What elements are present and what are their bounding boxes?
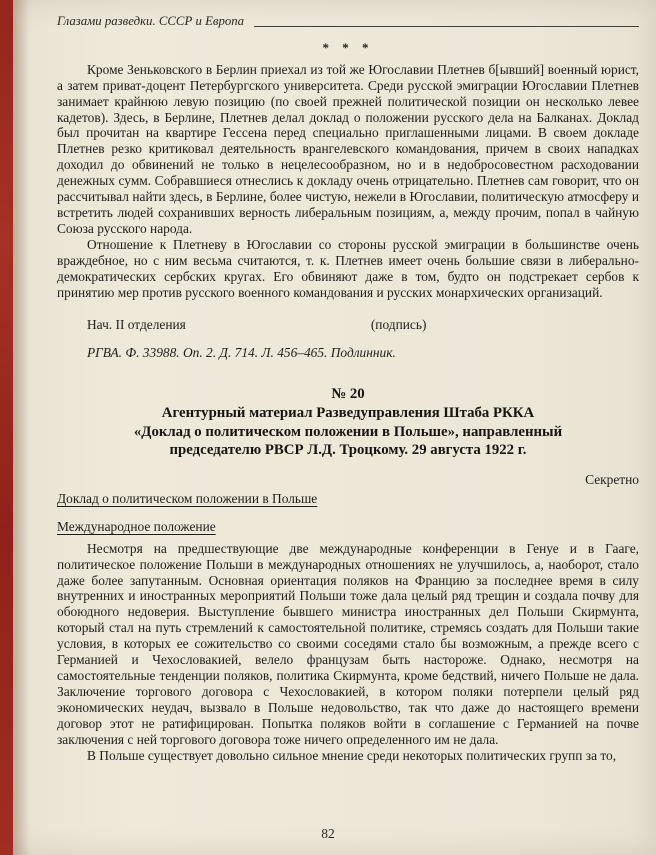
signature-note: (подпись) xyxy=(370,317,427,333)
running-header xyxy=(57,14,639,30)
document-paragraph: Кроме Зеньковского в Берлин приехал из той же Югославии Плетнев б[ывший] военный юрист, а затем приват-доцент Петербургского университета. Среди русской эмиграции Югославии Плетнев занимает крайнюю левую позицию (по своей прежней политической позиции он несколько левее кадетов). Здесь, в Берлине, Плетнев делал доклад о положении русского дела на Балканах. Доклад был прочитан на квартире Гессена перед специально приглашенными лицами. В своем докладе Плетнев резко критиковал деятельность врангелевского командования, причем в своих нападках доходил до обвинений не только в нецелесообразном, но и в недобросовестном расходовании денежных сумм. Собравшиеся отнеслись к докладу очень отрицательно. Плетнев сам говорит, что он рассчитывал найти здесь, в Берлине, более чистую, нежели в Югославии, политическую атмосферу и встретить людей сохранивших верность либеральным позициям, а, между прочим, попал в чайную Союза русского народа. xyxy=(57,61,639,236)
document-paragraph: В Польше существует довольно сильное мнение среди некоторых политических групп за то, xyxy=(87,747,617,763)
section-separator: * * * xyxy=(322,39,374,55)
classification-stamp: Секретно xyxy=(585,472,639,488)
document-title-line: Агентурный материал Разведуправления Штаба РККА xyxy=(161,405,535,422)
document-paragraph: Несмотря на предшествующие две международные конференции в Генуе и в Гааге, политическое положение Польши в международных отношениях не улучшилось, а, наоборот, стало даже более запутанным. Основная ориентация поляков на Францию за последнее время в силу внутренних и иностранных мероприятий Польши тоже дала целый ряд трещин и создала почву для обоюдного недоверия. Выступление бывшего министра иностранных дел Польши Скирмунта, который стал на путь стремлений к самостоятельной политике, стремясь создать для Польши такие условия, в которых ее сожительство со своими соседями стало бы возможным, а прежде всего с Германией и Чехословакией, велело французам быть настороже. Однако, несмотря на самостоятельные тенденции поляков, политика Скирмунта, кроме бедствий, ничего Польше не дала. Заключение торгового договора с Чехословакией, в котором поляки потерпели целый ряд экономических неудач, вызвало в Польше недовольство, так что даже до настоящего времени договор этот не ратифицирован. Попытка поляков войти в соглашение с Германией на почве заключения с ней торгового договора тоже ничего определенного им не дала. xyxy=(57,540,639,747)
signature-title: Нач. II отделения xyxy=(87,317,186,333)
document-title-line: председателю РВСР Л.Д. Троцкому. 29 августа 1922 г. xyxy=(169,441,527,458)
document-heading xyxy=(57,385,639,459)
page-number: 82 xyxy=(321,826,335,842)
document-title-line: «Доклад о политическом положении в Польше», направленный xyxy=(133,423,563,440)
signature-row xyxy=(57,317,639,333)
header-rule xyxy=(254,26,639,27)
document-paragraph: Отношение к Плетневу в Югославии со стороны русской эмиграции в большинстве очень враждебное, но с ним весьма считаются, т. к. Плетнев имеет очень большие связи в либерально-демократических сербских кругах. Его обвиняют даже в том, будто он подстрекает сербов к принятию мер против русского военного командования и русских монархических организаций. xyxy=(57,236,639,300)
report-title: Доклад о политическом положении в Польше xyxy=(57,490,318,506)
archive-reference: РГВА. Ф. 33988. Оп. 2. Д. 714. Л. 456–465. Подлинник. xyxy=(87,345,396,361)
report-section-title: Международное положение xyxy=(57,518,216,534)
running-header-title: Глазами разведки. СССР и Европа xyxy=(57,14,245,28)
document-number: № 20 xyxy=(331,386,365,403)
